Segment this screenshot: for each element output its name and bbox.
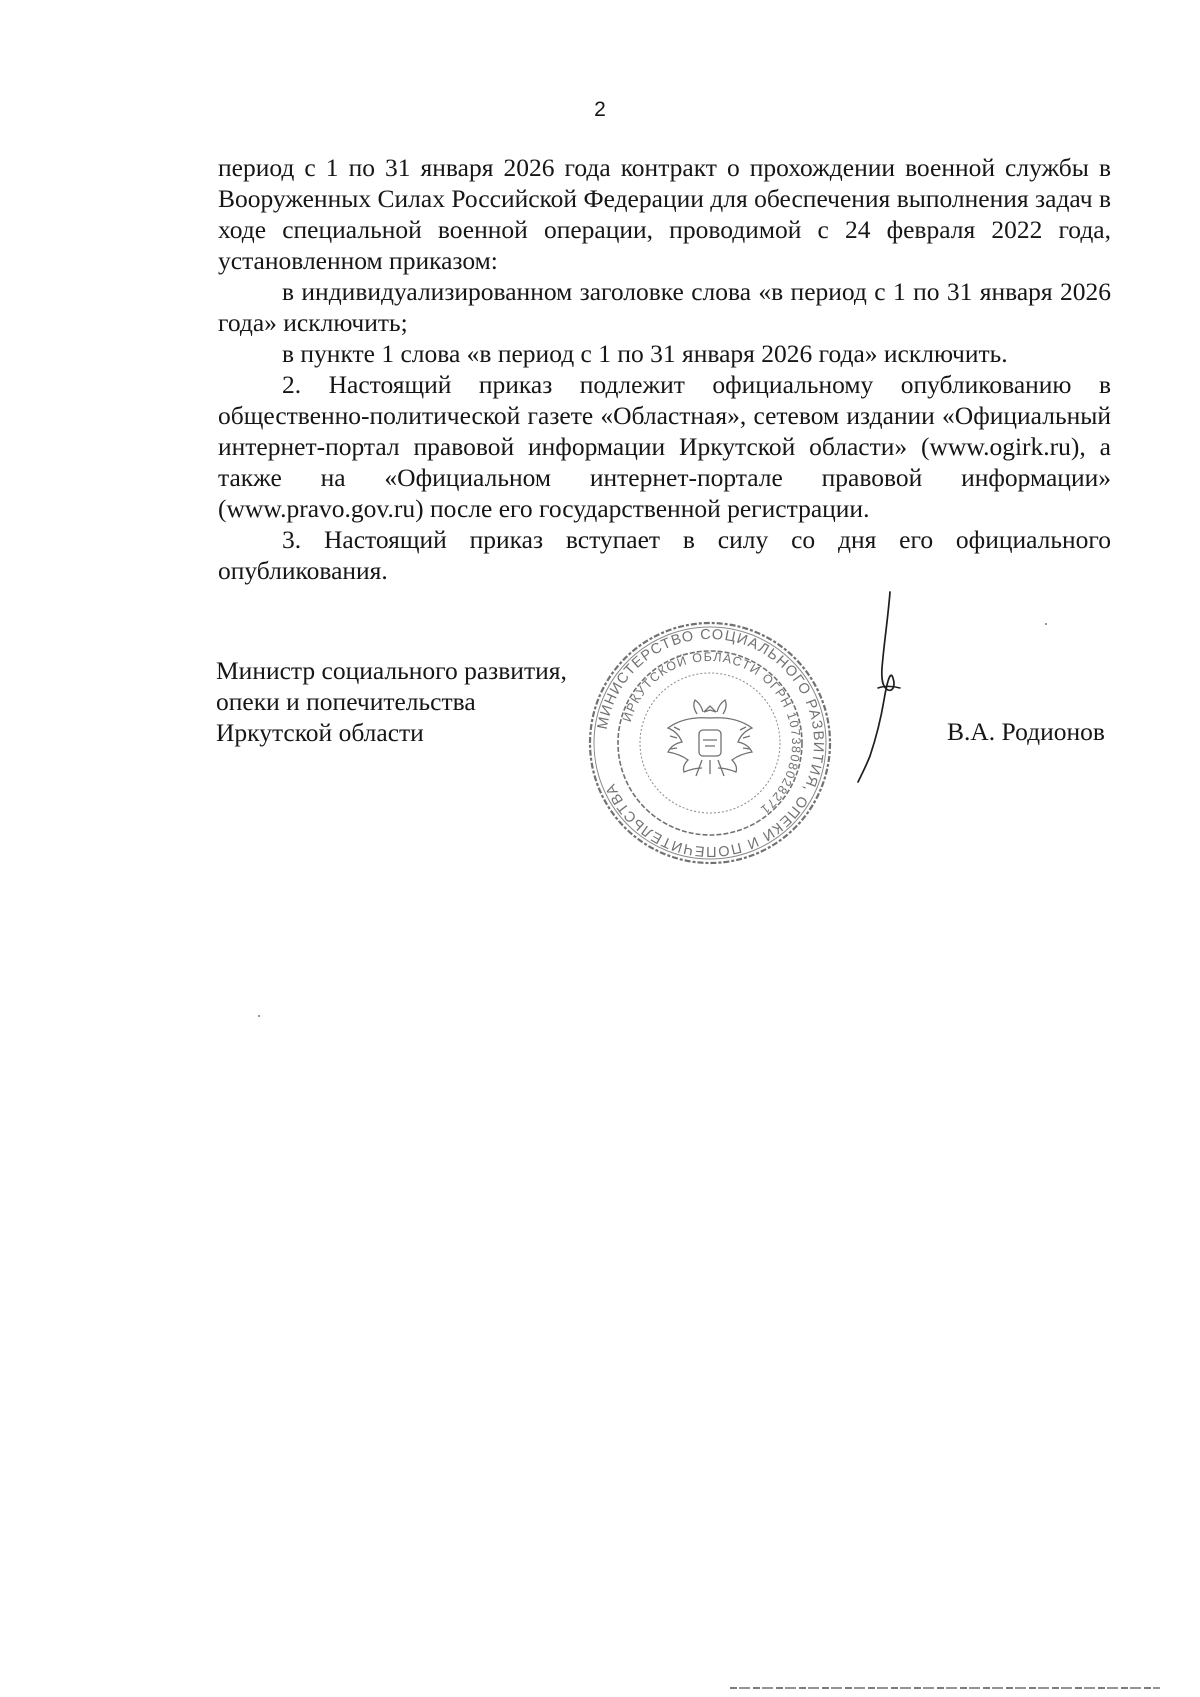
paragraph-item-amendment: в пункте 1 слова «в период с 1 по 31 января 2026 года» исключить. bbox=[282, 339, 1008, 368]
scan-speck bbox=[258, 1015, 260, 1017]
signatory-position bbox=[216, 655, 567, 748]
seal-outer-text: МИНИСТЕРСТВО СОЦИАЛЬНОГО РАЗВИТИЯ, ОПЕКИ И ПОПЕЧИТЕЛЬСТВА bbox=[594, 626, 827, 860]
paragraph-continuation: период с 1 по 31 января 2026 года контракт о прохождении военной службы в Вооруженных Силах Российской Федерации для обеспечения выполнения задач в ходе специальной военной операции, проводимой с 24 февраля 2022 года, установленном приказом: bbox=[218, 153, 1111, 275]
seal-inner-text: ИРКУТСКОЙ ОБЛАСТИ ОГРН 1073808028271 bbox=[619, 649, 804, 818]
scan-bottom-edge bbox=[730, 1687, 1160, 1689]
paragraph-effective-date: 3. Настоящий приказ вступает в силу со дня его официального опубликования. bbox=[218, 525, 1111, 585]
scan-speck bbox=[1045, 623, 1047, 625]
signatory-position-line: Иркутской области bbox=[216, 718, 424, 747]
signatory-name: В.А. Родионов bbox=[947, 717, 1105, 746]
handwritten-signature bbox=[848, 588, 928, 788]
paragraph-publication: 2. Настоящий приказ подлежит официальному опубликованию в общественно-политической газете «Областная», сетевом издании «Официальный интернет-портал правовой информации Иркутской области» (www.ogirk.ru), а также на «Официальном интернет-портале правовой информации» (www.pravo.gov.ru) после его государственной регистрации. bbox=[218, 370, 1111, 523]
paragraph-heading-amendment: в индивидуализированном заголовке слова «в период с 1 по 31 января 2026 года» исключить; bbox=[218, 277, 1111, 337]
official-seal-stamp bbox=[585, 618, 835, 868]
signatory-position-line: Министр социального развития, bbox=[216, 656, 567, 685]
signatory-position-line: опеки и попечительства bbox=[216, 687, 476, 716]
coat-of-arms-eagle-icon bbox=[668, 700, 752, 776]
page-number: 2 bbox=[594, 98, 606, 121]
document-body bbox=[218, 152, 1111, 586]
